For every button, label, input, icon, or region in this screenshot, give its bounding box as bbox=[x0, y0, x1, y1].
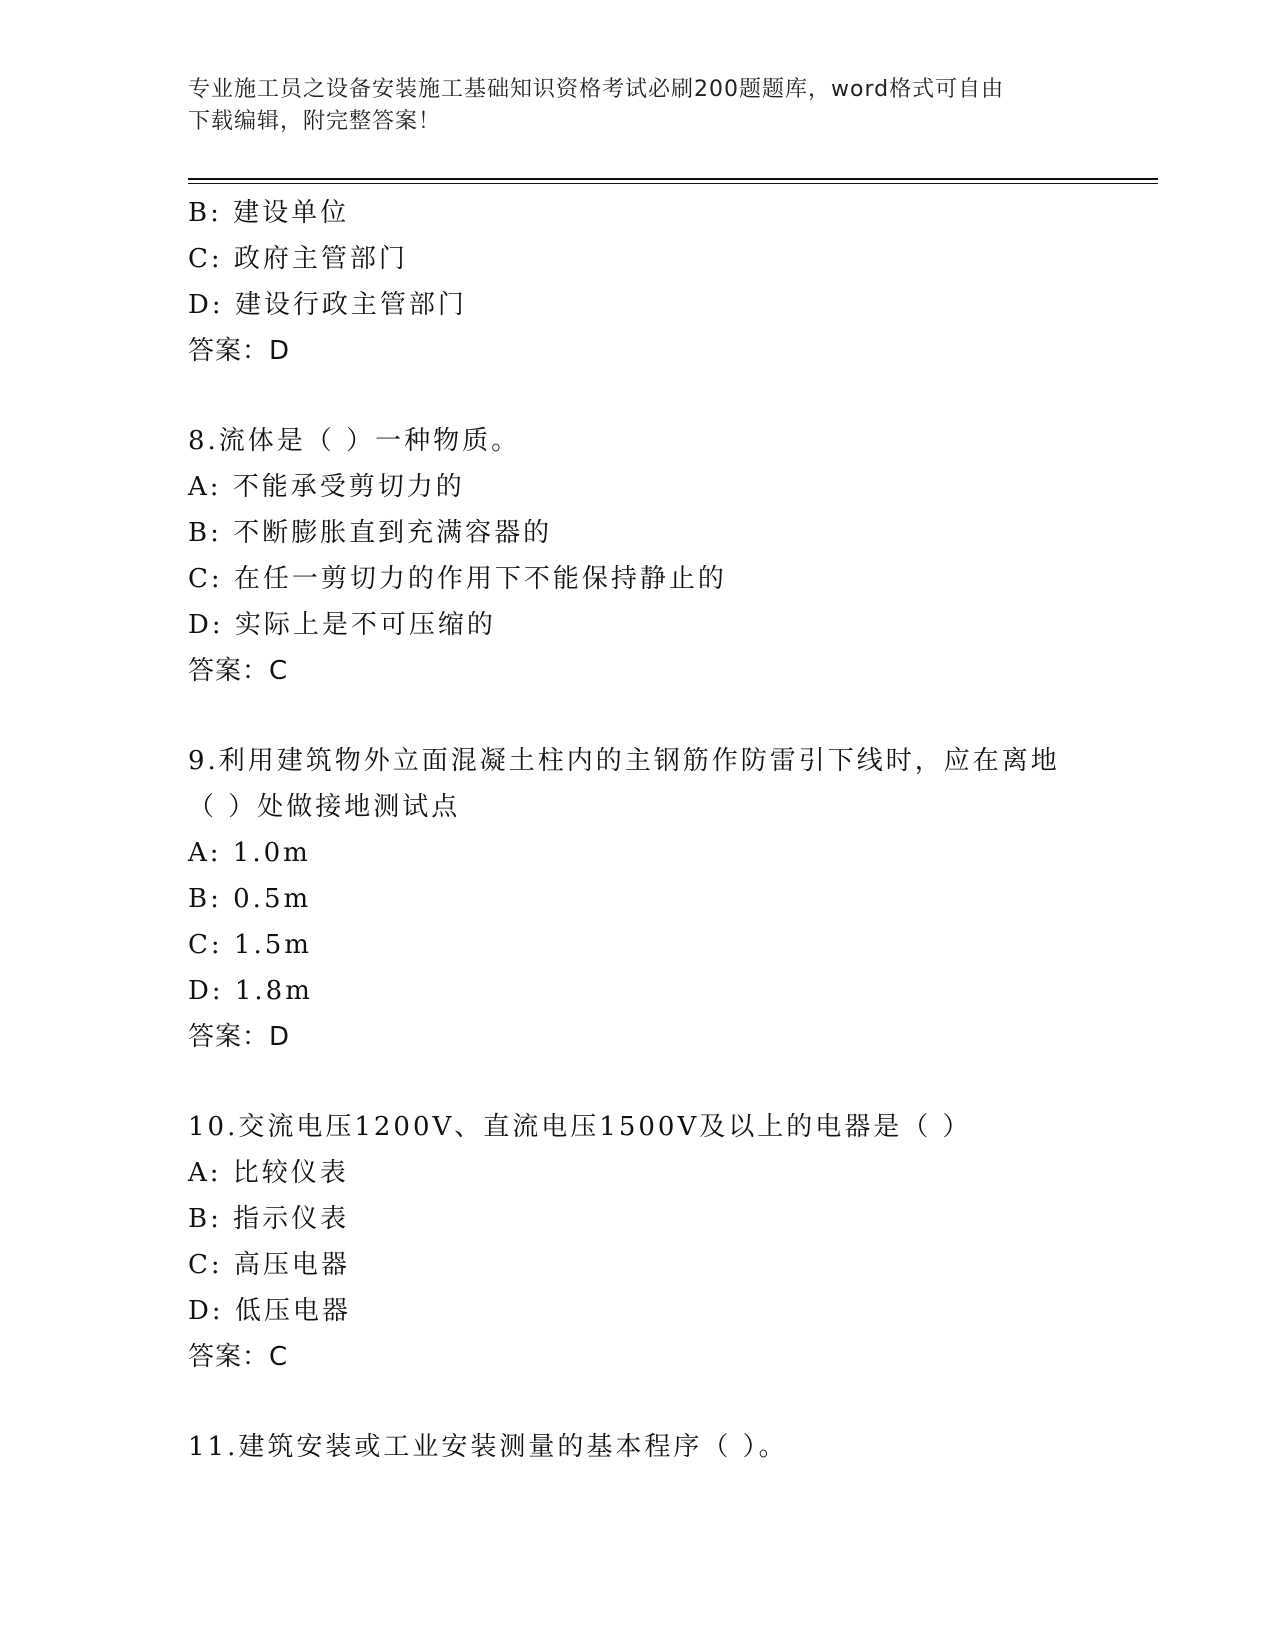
option-c: C: 高压电器 bbox=[188, 1250, 350, 1280]
option-b: B: 不断膨胀直到充满容器的 bbox=[188, 518, 553, 548]
option-b: B: 建设单位 bbox=[188, 198, 350, 228]
option-b: B: 指示仪表 bbox=[188, 1204, 350, 1234]
option-d: D: 实际上是不可压缩的 bbox=[188, 610, 496, 640]
answer-line: 答案：D bbox=[188, 336, 291, 366]
answer-line: 答案：C bbox=[188, 656, 289, 686]
option-c: C: 政府主管部门 bbox=[188, 244, 408, 274]
spacer bbox=[188, 1060, 1088, 1104]
option-d: D: 1.8m bbox=[188, 976, 313, 1006]
option-b: B: 0.5m bbox=[188, 884, 312, 914]
question-text: 10.交流电压1200V、直流电压1500V及以上的电器是（ ） bbox=[188, 1112, 972, 1142]
question-text-line-1: 9.利用建筑物外立面混凝土柱内的主钢筋作防雷引下线时，应在离地 bbox=[188, 746, 1060, 776]
option-c: C: 1.5m bbox=[188, 930, 312, 960]
question-list bbox=[188, 190, 1088, 1470]
answer-line: 答案：D bbox=[188, 1022, 291, 1052]
option-c: C: 在任一剪切力的作用下不能保持静止的 bbox=[188, 564, 727, 594]
document-header bbox=[188, 74, 1088, 138]
header-line-1: 专业施工员之设备安装施工基础知识资格考试必刷200题题库，word格式可自由 bbox=[188, 77, 1005, 102]
question-text-line-2: （ ）处做接地测试点 bbox=[188, 792, 461, 822]
question-block-7 bbox=[188, 190, 1088, 374]
question-block-10 bbox=[188, 1104, 1088, 1380]
answer-line: 答案：C bbox=[188, 1342, 289, 1372]
spacer bbox=[188, 1380, 1088, 1424]
question-text: 11.建筑安装或工业安装测量的基本程序（ ）。 bbox=[188, 1432, 788, 1462]
header-divider-thick bbox=[188, 178, 1158, 180]
option-a: A: 不能承受剪切力的 bbox=[188, 472, 465, 502]
spacer bbox=[188, 374, 1088, 418]
question-block-8 bbox=[188, 418, 1088, 694]
question-block-9 bbox=[188, 738, 1088, 1060]
header-divider-thin bbox=[188, 183, 1158, 184]
option-a: A: 比较仪表 bbox=[188, 1158, 349, 1188]
header-line-2: 下载编辑，附完整答案！ bbox=[188, 109, 442, 134]
option-a: A: 1.0m bbox=[188, 838, 311, 868]
option-d: D: 低压电器 bbox=[188, 1296, 351, 1326]
spacer bbox=[188, 694, 1088, 738]
question-text: 8.流体是（ ）一种物质。 bbox=[188, 426, 521, 456]
question-block-11 bbox=[188, 1424, 1088, 1470]
option-d: D: 建设行政主管部门 bbox=[188, 290, 467, 320]
